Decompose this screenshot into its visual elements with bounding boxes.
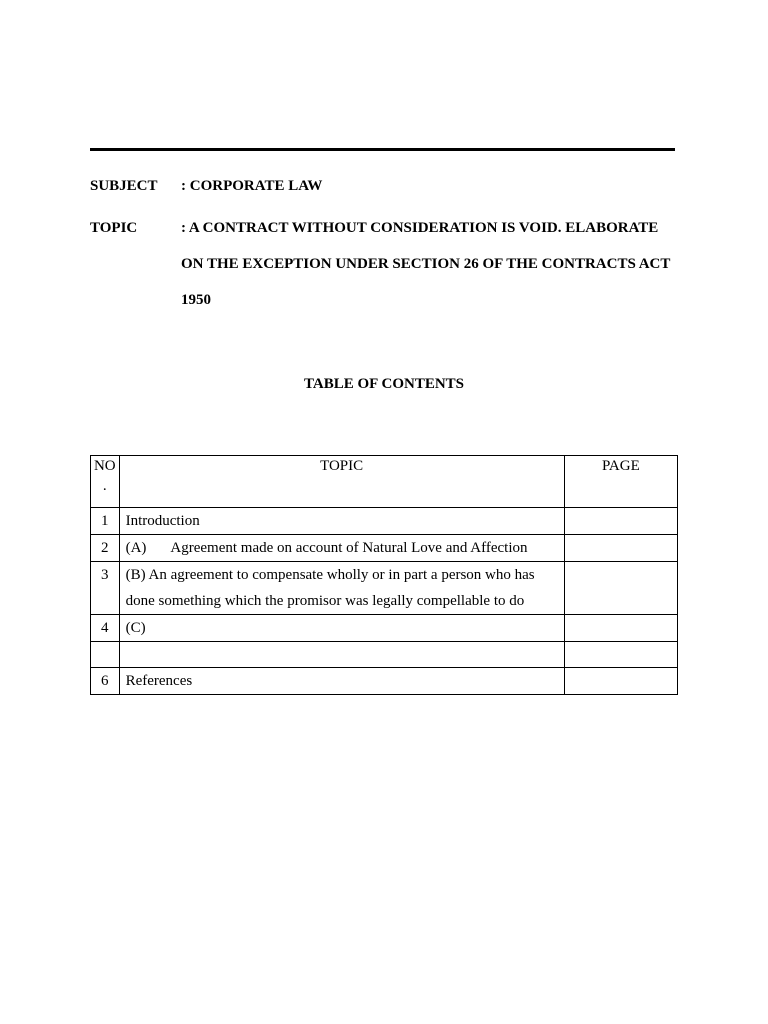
column-header-topic: TOPIC [119,456,564,508]
column-header-page: PAGE [564,456,677,508]
topic-value [181,210,681,318]
row-number: 2 [91,535,120,562]
table-row [91,642,678,668]
table-row [91,615,678,642]
subject-label: SUBJECT [90,178,158,194]
row-topic-text: Agreement made on account of Natural Love and Affection [170,540,528,556]
row-page [564,668,677,695]
row-number: 4 [91,615,120,642]
row-page [564,535,677,562]
topic-line: 1950 [181,292,211,308]
column-header-no-text: NO [93,458,116,474]
table-header-row [91,456,678,508]
row-number [91,642,120,668]
topic-line: : A CONTRACT WITHOUT CONSIDERATION IS VOID. ELABORATE [181,220,659,236]
header-divider [90,148,675,151]
column-header-no [91,456,120,508]
row-topic: References [119,668,564,695]
row-topic-line: (B) An agreement to compensate wholly or in part a person who has [125,567,535,583]
row-topic-label: (A) [125,540,147,556]
subject-value: : CORPORATE LAW [181,178,323,194]
table-row [91,668,678,695]
row-page [564,615,677,642]
row-topic: Introduction [119,508,564,535]
topic-label: TOPIC [90,220,138,236]
row-topic-line: done something which the promisor was legally compellable to do [125,593,525,609]
row-page [564,562,677,615]
table-of-contents [90,455,678,695]
row-topic [119,642,564,668]
row-number: 3 [91,562,120,615]
table-row [91,562,678,615]
row-page [564,508,677,535]
table-row [91,508,678,535]
row-number: 6 [91,668,120,695]
row-number: 1 [91,508,120,535]
topic-line: ON THE EXCEPTION UNDER SECTION 26 OF THE CONTRACTS ACT [181,256,671,272]
column-header-no-dot: . [102,478,107,494]
row-topic [119,562,564,615]
row-page [564,642,677,668]
toc-heading: TABLE OF CONTENTS [303,376,465,392]
row-topic: (C) [119,615,564,642]
table-row [91,535,678,562]
row-topic [119,535,564,562]
